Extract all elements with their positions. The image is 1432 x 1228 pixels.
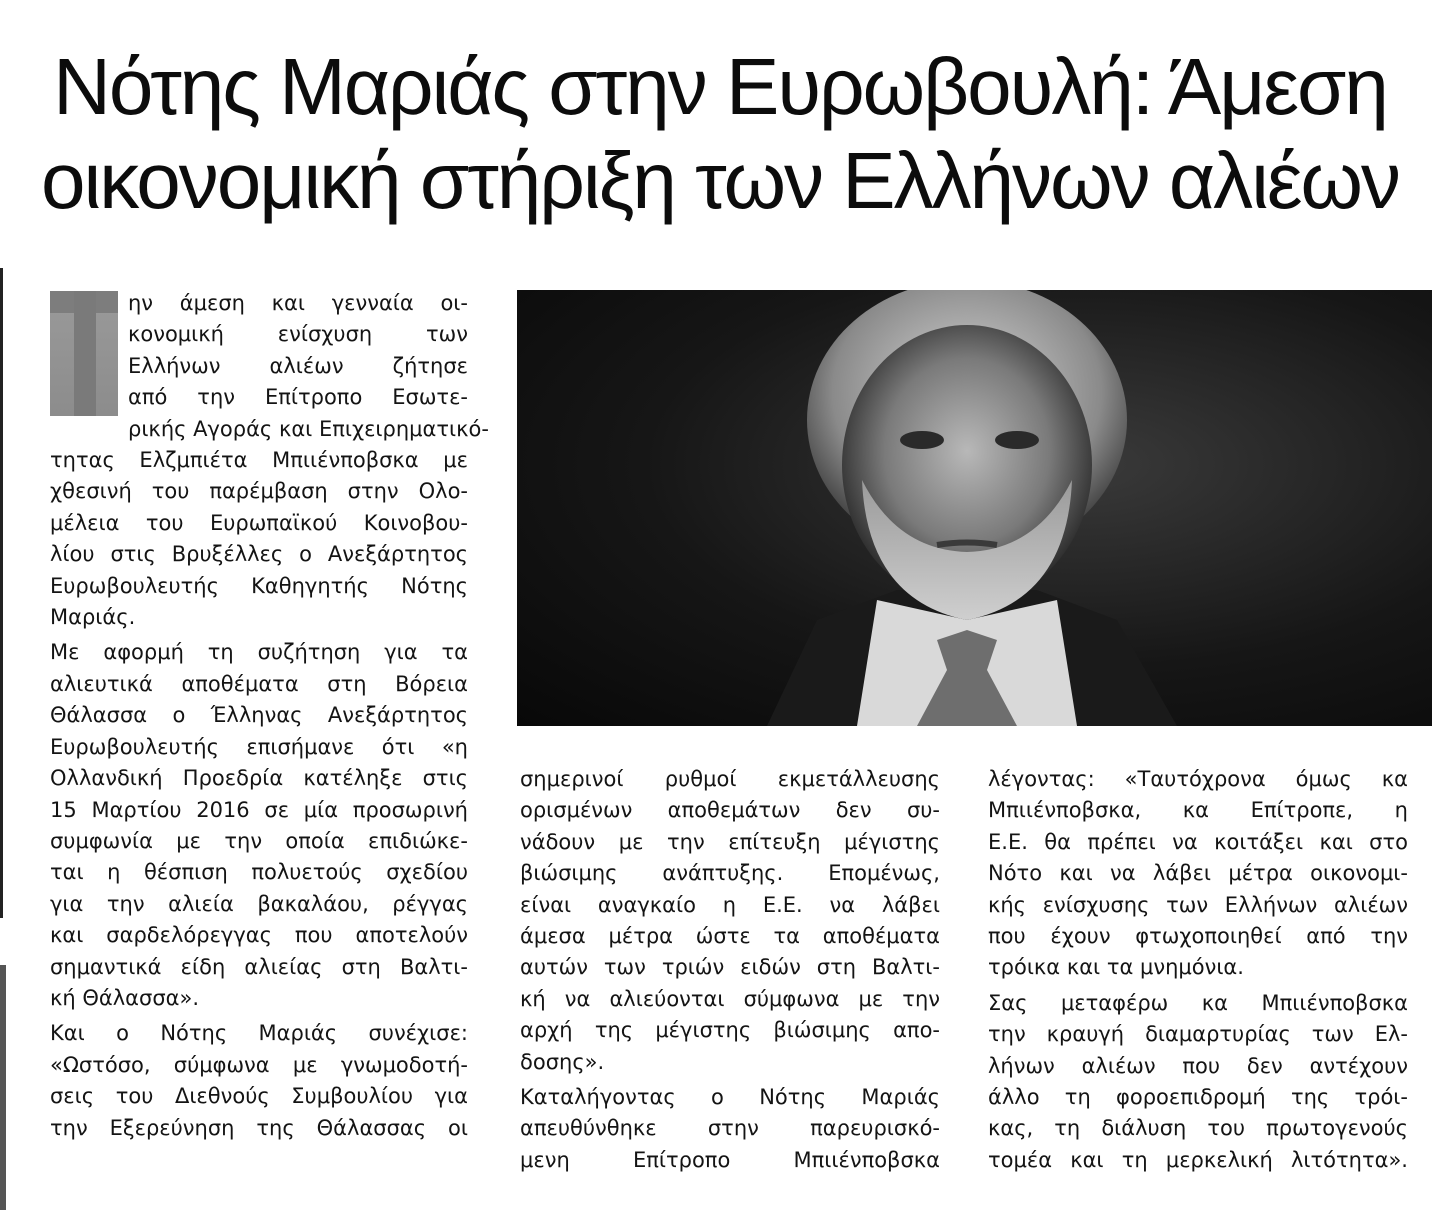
- paragraph-3: [50, 1018, 468, 1144]
- portrait-photo: [517, 290, 1432, 726]
- text-line: κή να αλιεύονται σύμφωνα με την: [520, 986, 940, 1011]
- text-line: από την Επίτροπο Εσωτε-: [128, 385, 468, 410]
- text-line: μέλεια του Ευρωπαϊκού Κοινοβου-: [50, 510, 468, 535]
- text-line: λέγοντας: «Ταυτόχρονα όμως κα: [988, 767, 1408, 791]
- text-line: απευθύνθηκε στην παρευρισκό-: [520, 1116, 940, 1141]
- text-line: Ευρωβουλευτής επισήμανε ότι «η: [50, 734, 468, 759]
- headline-line-1: Νότης Μαριάς στην Ευρωβουλή: Άμεση: [53, 42, 1387, 131]
- text-line: Νότο και να λάβει μέτρα οικονομι-: [988, 861, 1408, 886]
- text-line: λίου στις Βρυξέλλες ο Ανεξάρτητος: [50, 542, 468, 567]
- text-line: κονομική ενίσχυση των: [128, 322, 468, 347]
- text-line: Ολλανδική Προεδρία κατέληξε στις: [50, 766, 468, 791]
- article-column-3: [988, 764, 1408, 1180]
- text-line: την κραυγή διαμαρτυρίας των Ελ-: [988, 1022, 1408, 1047]
- text-line: που έχουν φτωχοποιηθεί από την: [988, 924, 1408, 949]
- paragraph-6: [988, 764, 1408, 984]
- text-line: κας, τη διάλυση του πρωτογενούς: [988, 1116, 1408, 1141]
- paragraph-2: [50, 637, 468, 1014]
- text-line: αυτών των τριών ειδών στη Βαλτι-: [520, 955, 940, 980]
- paragraph-4: [520, 764, 940, 1078]
- paragraph-5: [520, 1082, 940, 1176]
- text-line: αρχή της μέγιστης βιώσιμης απο-: [520, 1018, 940, 1043]
- text-line: χθεσινή του παρέμβαση στην Ολο-: [50, 479, 468, 504]
- text-line: αλιευτικά αποθέματα στη Βόρεια: [50, 671, 468, 696]
- text-line: Θάλασσα ο Έλληνας Ανεξάρτητος: [50, 703, 468, 728]
- drop-cap: [50, 291, 118, 416]
- text-line: σημαντικά είδη αλιείας στη Βαλτι-: [50, 954, 468, 979]
- text-line: «Ωστόσο, σύμφωνα με γνωμοδοτή-: [50, 1052, 468, 1077]
- text-line: ην άμεση και γενναία οι-: [128, 291, 468, 315]
- text-line: είναι αναγκαίο η Ε.Ε. να λάβει: [520, 892, 940, 917]
- paragraph-7: [988, 988, 1408, 1176]
- text-line: Μπιιένποβσκα, κα Επίτροπε, η: [988, 798, 1408, 823]
- text-line: νάδουν με την επίτευξη μέγιστης: [520, 829, 940, 854]
- text-line: άλλο τη φοροεπιδρομή της τρόι-: [988, 1085, 1408, 1110]
- text-line: συμφωνία με την οποία επιδιώκε-: [50, 828, 468, 853]
- text-line: ται η θέσπιση πολυετούς σχεδίου: [50, 860, 468, 885]
- headline-line-2: οικονομική στήριξη των Ελλήνων αλιέων: [41, 136, 1399, 225]
- text-line: βιώσιμης ανάπτυξης. Επομένως,: [520, 861, 940, 886]
- text-line: Και ο Νότης Μαριάς συνέχισε:: [50, 1021, 468, 1046]
- text-line: 15 Μαρτίου 2016 σε μία προσωρινή: [50, 797, 468, 822]
- text-line: για την αλιεία βακαλάου, ρέγγας: [50, 891, 468, 916]
- article-column-2: [520, 764, 940, 1180]
- text-line: Με αφορμή τη συζήτηση για τα: [50, 640, 468, 665]
- text-line: Ε.Ε. θα πρέπει να κοιτάξει και στο: [988, 829, 1408, 854]
- text-line: σεις του Διεθνούς Συμβουλίου για: [50, 1084, 468, 1109]
- text-line: μενη Επίτροπο Μπιιένποβσκα: [520, 1147, 940, 1172]
- text-line: Ελλήνων αλιέων ζήτησε: [128, 353, 468, 378]
- text-line: τητας Ελζμπιέτα Μπιιένποβσκα με: [50, 448, 468, 473]
- text-line: λήνων αλιέων που δεν αντέχουν: [988, 1053, 1408, 1078]
- text-line: Ευρωβουλευτής Καθηγητής Νότης: [50, 573, 468, 598]
- text-line: τρόικα και τα μνημόνια.: [988, 955, 1244, 980]
- article-headline: [40, 40, 1400, 228]
- text-line: άμεσα μέτρα ώστε τα αποθέματα: [520, 924, 940, 949]
- left-edge-rule: [0, 268, 3, 918]
- text-line: κής ενίσχυσης των Ελλήνων αλιέων: [988, 892, 1408, 917]
- text-line: σημερινοί ρυθμοί εκμετάλλευσης: [520, 767, 940, 791]
- text-line: δοσης».: [520, 1049, 605, 1074]
- text-line: Καταλήγοντας ο Νότης Μαριάς: [520, 1085, 940, 1110]
- portrait-illustration: [517, 290, 1432, 726]
- text-line: ρικής Αγοράς και Επιχειρηματικό-: [128, 416, 489, 441]
- text-line: κή Θάλασσα».: [50, 985, 199, 1010]
- left-edge-rule-lower: [0, 965, 6, 1210]
- article-column-1: [50, 288, 489, 1148]
- text-line: ορισμένων αποθεμάτων δεν συ-: [520, 798, 940, 823]
- text-line: και σαρδελόρεγγας που αποτελούν: [50, 923, 468, 948]
- text-line: Μαριάς.: [50, 605, 136, 630]
- text-line: την Εξερεύνηση της Θάλασσας οι: [50, 1115, 468, 1140]
- text-line: τομέα και τη μερκελική λιτότητα».: [988, 1147, 1408, 1172]
- text-line: Σας μεταφέρω κα Μπιιένποβσκα: [988, 990, 1408, 1015]
